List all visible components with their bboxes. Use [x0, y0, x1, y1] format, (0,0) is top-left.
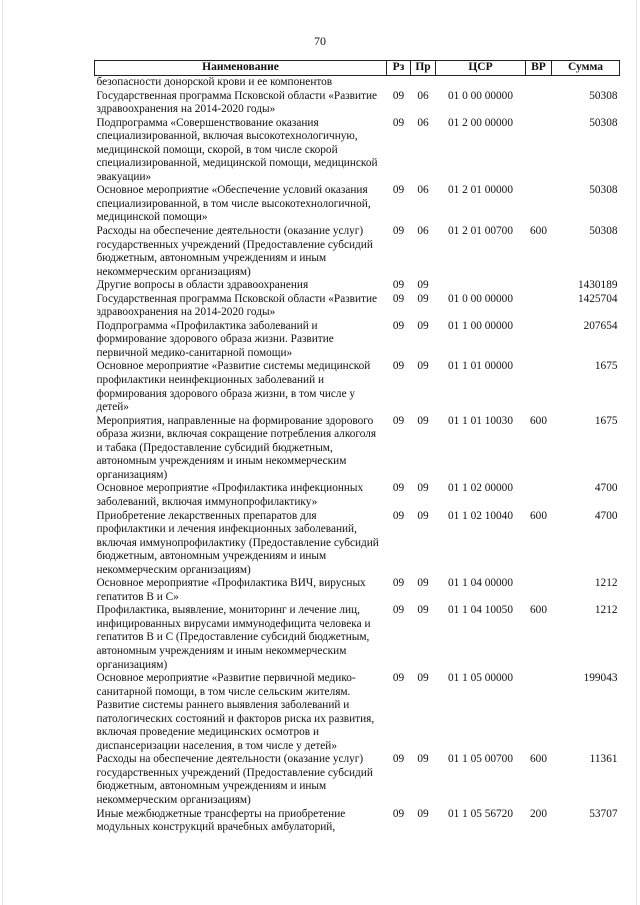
cell-sum: 4700 — [594, 509, 618, 522]
cell-sum: 53707 — [589, 807, 618, 820]
cell-sum: 1425704 — [577, 292, 618, 305]
cell-name: Основное мероприятие «Профилактика ВИЧ, вирусных гепатитов В и С» — [96, 577, 366, 603]
cell-sum: 1212 — [594, 577, 618, 590]
cell-vr: 600 — [530, 225, 547, 238]
cell-rz: 09 — [392, 225, 405, 238]
cell-sum: 50308 — [589, 89, 618, 102]
table-row — [95, 808, 620, 835]
cell-csr: 01 1 04 00000 — [448, 577, 513, 590]
cell-sum — [552, 76, 620, 90]
scan-edge-right — [636, 0, 637, 905]
cell-name: Приобретение лекарственных препаратов для профилактики и лечения инфекционных заболеваний, включая иммунопрофилактику (Предоставление субсидий бюджетным, автономным учреждениям и иным некоммерческим организациям) — [96, 509, 379, 576]
table-row — [95, 90, 620, 117]
cell-vr: 600 — [530, 753, 547, 766]
table-row — [95, 510, 620, 578]
cell-name: Основное мероприятие «Обеспечение условий оказания специализированной, в том числе высокотехнологичной, медицинской помощи» — [96, 184, 371, 224]
table-row — [95, 672, 620, 753]
cell-rz: 09 — [392, 116, 405, 129]
cell-rz — [387, 76, 411, 90]
cell-csr — [436, 76, 526, 90]
cell-pr: 06 — [417, 184, 429, 197]
cell-rz: 09 — [392, 184, 405, 197]
cell-vr — [526, 577, 552, 604]
cell-vr — [526, 76, 552, 90]
table-row — [95, 76, 620, 90]
cell-name: Расходы на обеспечение деятельности (оказание услуг) государственных учреждений (Предоставление субсидий бюджетным, автономным учреждениям и иным некоммерческим организациям) — [96, 753, 373, 806]
cell-name: Основное мероприятие «Развитие первичной медико-санитарной помощи, в том числе сельским жителям. Развитие системы раннего выявления заболеваний и патологических состояний и факторов риска их развития, включая проведение медицинских осмотров и диспансеризации населения, в том числе у детей» — [96, 672, 375, 752]
cell-vr — [526, 279, 552, 293]
cell-csr: 01 1 02 10040 — [448, 509, 513, 522]
table-row — [95, 753, 620, 807]
cell-rz: 09 — [392, 319, 405, 332]
cell-sum: 1430189 — [577, 279, 618, 292]
cell-pr: 09 — [417, 509, 429, 522]
cell-csr: 01 1 04 10050 — [448, 604, 513, 617]
header-name: Наименование — [95, 61, 387, 76]
cell-csr: 01 1 01 10030 — [448, 414, 513, 427]
cell-vr: 600 — [530, 509, 547, 522]
table-row — [95, 293, 620, 320]
cell-pr: 09 — [417, 604, 429, 617]
cell-name: Мероприятия, направленные на формирование здорового образа жизни, включая сокращение потребления алкоголя и табака (Предоставление субсидий бюджетным, автономным учреждениям и иным некоммерческим организациям) — [96, 414, 377, 481]
cell-vr — [526, 90, 552, 117]
cell-csr: 01 1 05 00000 — [448, 672, 513, 685]
cell-sum: 1675 — [594, 414, 618, 427]
cell-rz: 09 — [392, 509, 405, 522]
cell-sum: 50308 — [589, 225, 618, 238]
cell-pr: 09 — [417, 279, 429, 292]
cell-csr: 01 1 05 00700 — [448, 753, 513, 766]
cell-rz: 09 — [392, 292, 405, 305]
cell-csr — [436, 279, 526, 293]
cell-pr: 09 — [417, 482, 429, 495]
cell-rz: 09 — [392, 414, 405, 427]
cell-pr: 09 — [417, 292, 429, 305]
cell-name: Основное мероприятие «Развитие системы медицинской профилактики неинфекционных заболеваний и формирования здорового образа жизни, в том числе у детей» — [96, 360, 371, 414]
header-rz: Рз — [387, 61, 411, 76]
cell-vr — [526, 184, 552, 225]
cell-sum: 207654 — [583, 319, 618, 332]
cell-pr: 06 — [417, 116, 429, 129]
cell-name: Государственная программа Псковской области «Развитие здравоохранения на 2014-2020 годы» — [96, 89, 378, 116]
cell-csr: 01 1 02 00000 — [448, 482, 513, 495]
cell-pr: 09 — [417, 577, 429, 590]
cell-name: Расходы на обеспечение деятельности (оказание услуг) государственных учреждений (Предоставление субсидий бюджетным, автономным учреждениям и иным некоммерческим организациям) — [96, 225, 373, 278]
cell-vr — [526, 293, 552, 320]
cell-vr — [526, 672, 552, 753]
cell-pr: 06 — [417, 89, 429, 102]
cell-rz: 09 — [392, 577, 405, 590]
cell-sum: 199043 — [583, 672, 618, 685]
header-sum: Сумма — [552, 61, 620, 76]
cell-csr: 01 2 01 00700 — [448, 225, 513, 238]
cell-pr: 09 — [417, 319, 429, 332]
cell-pr: 09 — [417, 672, 429, 685]
cell-rz: 09 — [392, 753, 405, 766]
cell-name: Другие вопросы в области здравоохранения — [96, 279, 309, 292]
cell-sum: 11361 — [589, 753, 618, 766]
cell-rz: 09 — [392, 807, 405, 820]
cell-name: Подпрограмма «Профилактика заболеваний и формирование здорового образа жизни. Развитие первичной медико-санитарной помощи» — [96, 319, 334, 359]
cell-pr: 09 — [417, 414, 429, 427]
cell-rz: 09 — [392, 279, 405, 292]
cell-vr — [526, 320, 552, 361]
page-number: 70 — [314, 34, 326, 48]
cell-name: Основное мероприятие «Профилактика инфекционных заболеваний, включая иммунопрофилактику» — [96, 482, 364, 508]
table-row — [95, 482, 620, 509]
cell-sum: 1675 — [594, 360, 618, 373]
scan-edge-left — [2, 0, 3, 905]
cell-vr — [526, 482, 552, 509]
cell-csr: 01 2 01 00000 — [448, 184, 513, 197]
cell-vr — [526, 117, 552, 185]
cell-sum: 50308 — [589, 116, 618, 129]
cell-sum: 4700 — [594, 482, 618, 495]
cell-rz: 09 — [392, 672, 405, 685]
cell-pr: 09 — [417, 360, 429, 373]
cell-csr: 01 0 00 00000 — [448, 89, 513, 102]
cell-name: безопасности донорской крови и ее компонентов — [96, 76, 333, 88]
table-row — [95, 577, 620, 604]
cell-pr: 09 — [417, 753, 429, 766]
cell-pr: 06 — [417, 225, 429, 238]
cell-csr: 01 1 00 00000 — [448, 319, 513, 332]
header-pr: Пр — [411, 61, 436, 76]
cell-pr — [411, 76, 436, 90]
table-row — [95, 184, 620, 225]
table-row — [95, 415, 620, 483]
table-row — [95, 360, 620, 414]
cell-rz: 09 — [392, 89, 405, 102]
budget-table — [94, 60, 620, 835]
cell-csr: 01 2 00 00000 — [448, 116, 513, 129]
cell-pr: 09 — [417, 807, 429, 820]
cell-vr — [526, 360, 552, 414]
cell-vr: 600 — [530, 414, 547, 427]
cell-name: Государственная программа Псковской области «Развитие здравоохранения на 2014-2020 годы» — [96, 292, 378, 319]
table-row — [95, 279, 620, 293]
cell-sum: 1212 — [594, 604, 618, 617]
table-row — [95, 320, 620, 361]
cell-sum: 50308 — [589, 184, 618, 197]
table-row — [95, 117, 620, 185]
cell-rz: 09 — [392, 604, 405, 617]
table-row — [95, 604, 620, 672]
table-body — [95, 76, 620, 835]
cell-name: Иные межбюджетные трансферты на приобретение модульных конструкций врачебных амбулаторий, — [96, 807, 346, 834]
cell-vr: 200 — [530, 807, 547, 820]
table-row — [95, 225, 620, 279]
header-vr: ВР — [526, 61, 552, 76]
cell-csr: 01 1 01 00000 — [448, 360, 513, 373]
cell-rz: 09 — [392, 360, 405, 373]
cell-rz: 09 — [392, 482, 405, 495]
cell-vr: 600 — [530, 604, 547, 617]
cell-csr: 01 1 05 56720 — [448, 807, 513, 820]
table-header-row — [95, 61, 620, 76]
cell-name: Подпрограмма «Совершенствование оказания специализированной, включая высокотехнологичную, медицинской помощи, скорой, в том числе скорой специализированной, медицинской помощи, медицинской эвакуации» — [96, 116, 378, 183]
cell-name: Профилактика, выявление, мониторинг и лечение лиц, инфицированных вирусами иммунодефицита человека и гепатитов В и С (Предоставление субсидий бюджетным, автономным учреждениям и иным некоммерческим организациям) — [96, 604, 371, 671]
cell-csr: 01 0 00 00000 — [448, 292, 513, 305]
header-csr: ЦСР — [436, 61, 526, 76]
